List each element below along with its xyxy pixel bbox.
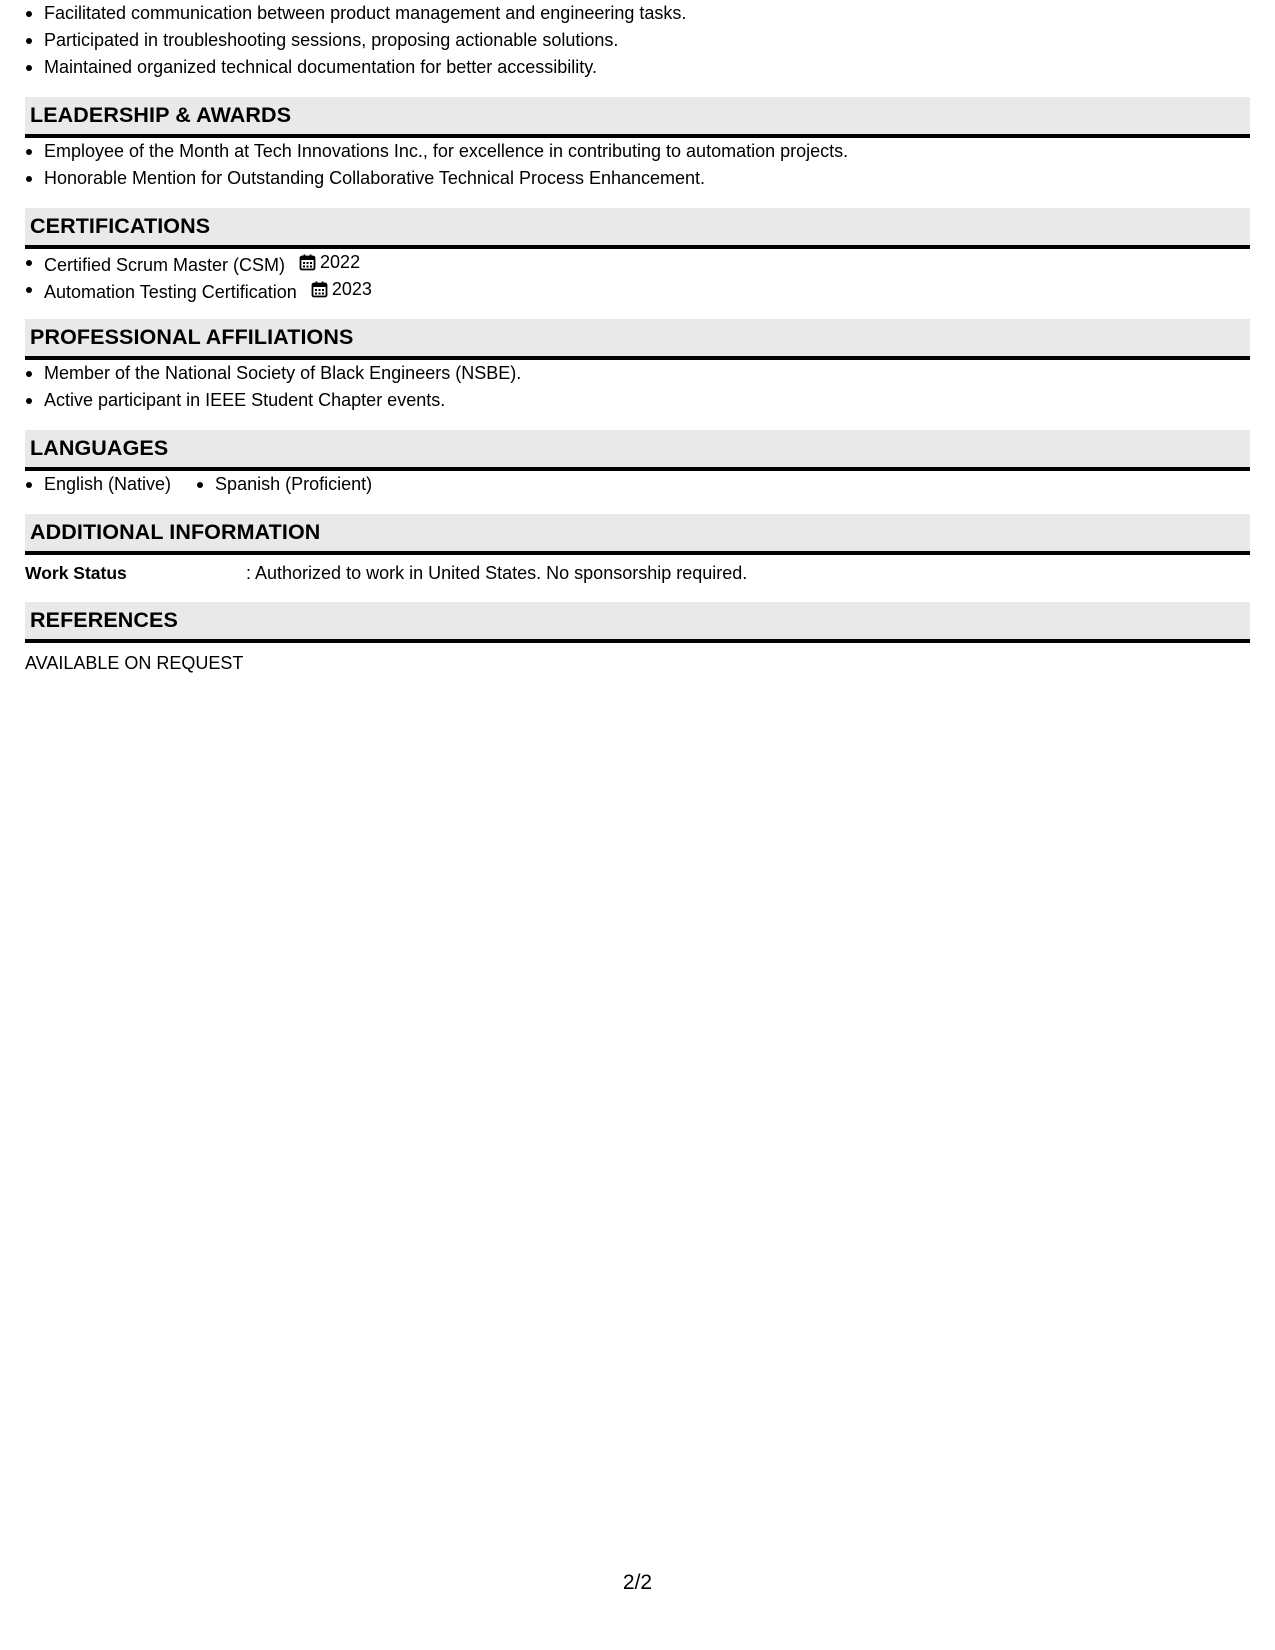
references-section [25, 602, 1250, 676]
experience-bullet: Facilitated communication between product management and engineering tasks. [25, 0, 1250, 27]
affiliation-item: Active participant in IEEE Student Chapter events. [25, 387, 1250, 414]
language-item: Spanish (Proficient) [196, 471, 372, 498]
calendar-icon [299, 254, 316, 271]
section-title: PROFESSIONAL AFFILIATIONS [30, 325, 354, 349]
section-title: LANGUAGES [30, 436, 169, 460]
certification-item [25, 249, 1250, 276]
leadership-section [25, 97, 1250, 192]
section-header [25, 208, 1250, 249]
section-title: CERTIFICATIONS [30, 214, 211, 238]
affiliations-section [25, 319, 1250, 414]
certification-item [25, 276, 1250, 303]
section-header [25, 514, 1250, 555]
resume-page [25, 0, 1250, 676]
work-status-value: : Authorized to work in United States. No sponsorship required. [246, 563, 748, 583]
section-title: REFERENCES [30, 608, 178, 632]
leadership-list [25, 138, 1250, 192]
languages-list [25, 471, 1250, 498]
certification-year: 2023 [331, 279, 372, 299]
affiliations-list [25, 360, 1250, 414]
work-status-label: Work Status [25, 563, 127, 583]
references-text: AVAILABLE ON REQUEST [25, 653, 244, 673]
section-header [25, 319, 1250, 360]
section-header [25, 97, 1250, 138]
page-number: 2/2 [622, 1571, 653, 1594]
certification-name: Certified Scrum Master (CSM) [44, 255, 286, 275]
leadership-item: Employee of the Month at Tech Innovations Inc., for excellence in contributing to automation projects. [25, 138, 1250, 165]
section-title: ADDITIONAL INFORMATION [30, 520, 321, 544]
experience-bullet: Maintained organized technical documentation for better accessibility. [25, 54, 1250, 81]
certification-year: 2022 [320, 252, 361, 272]
language-item: English (Native) [25, 471, 171, 498]
additional-info-section [25, 514, 1250, 586]
leadership-item: Honorable Mention for Outstanding Collaborative Technical Process Enhancement. [25, 165, 1250, 192]
certifications-list [25, 249, 1250, 303]
section-header [25, 602, 1250, 643]
certification-name: Automation Testing Certification [44, 282, 297, 302]
languages-section [25, 430, 1250, 498]
section-header [25, 430, 1250, 471]
section-title: LEADERSHIP & AWARDS [30, 103, 292, 127]
experience-bullet-list [25, 0, 1250, 81]
affiliation-item: Member of the National Society of Black Engineers (NSBE). [25, 360, 1250, 387]
experience-bullet: Participated in troubleshooting sessions, proposing actionable solutions. [25, 27, 1250, 54]
certification-date [299, 249, 360, 276]
calendar-icon [311, 281, 328, 298]
certifications-section [25, 208, 1250, 303]
work-status-row [25, 561, 1250, 586]
certification-date [311, 276, 372, 303]
